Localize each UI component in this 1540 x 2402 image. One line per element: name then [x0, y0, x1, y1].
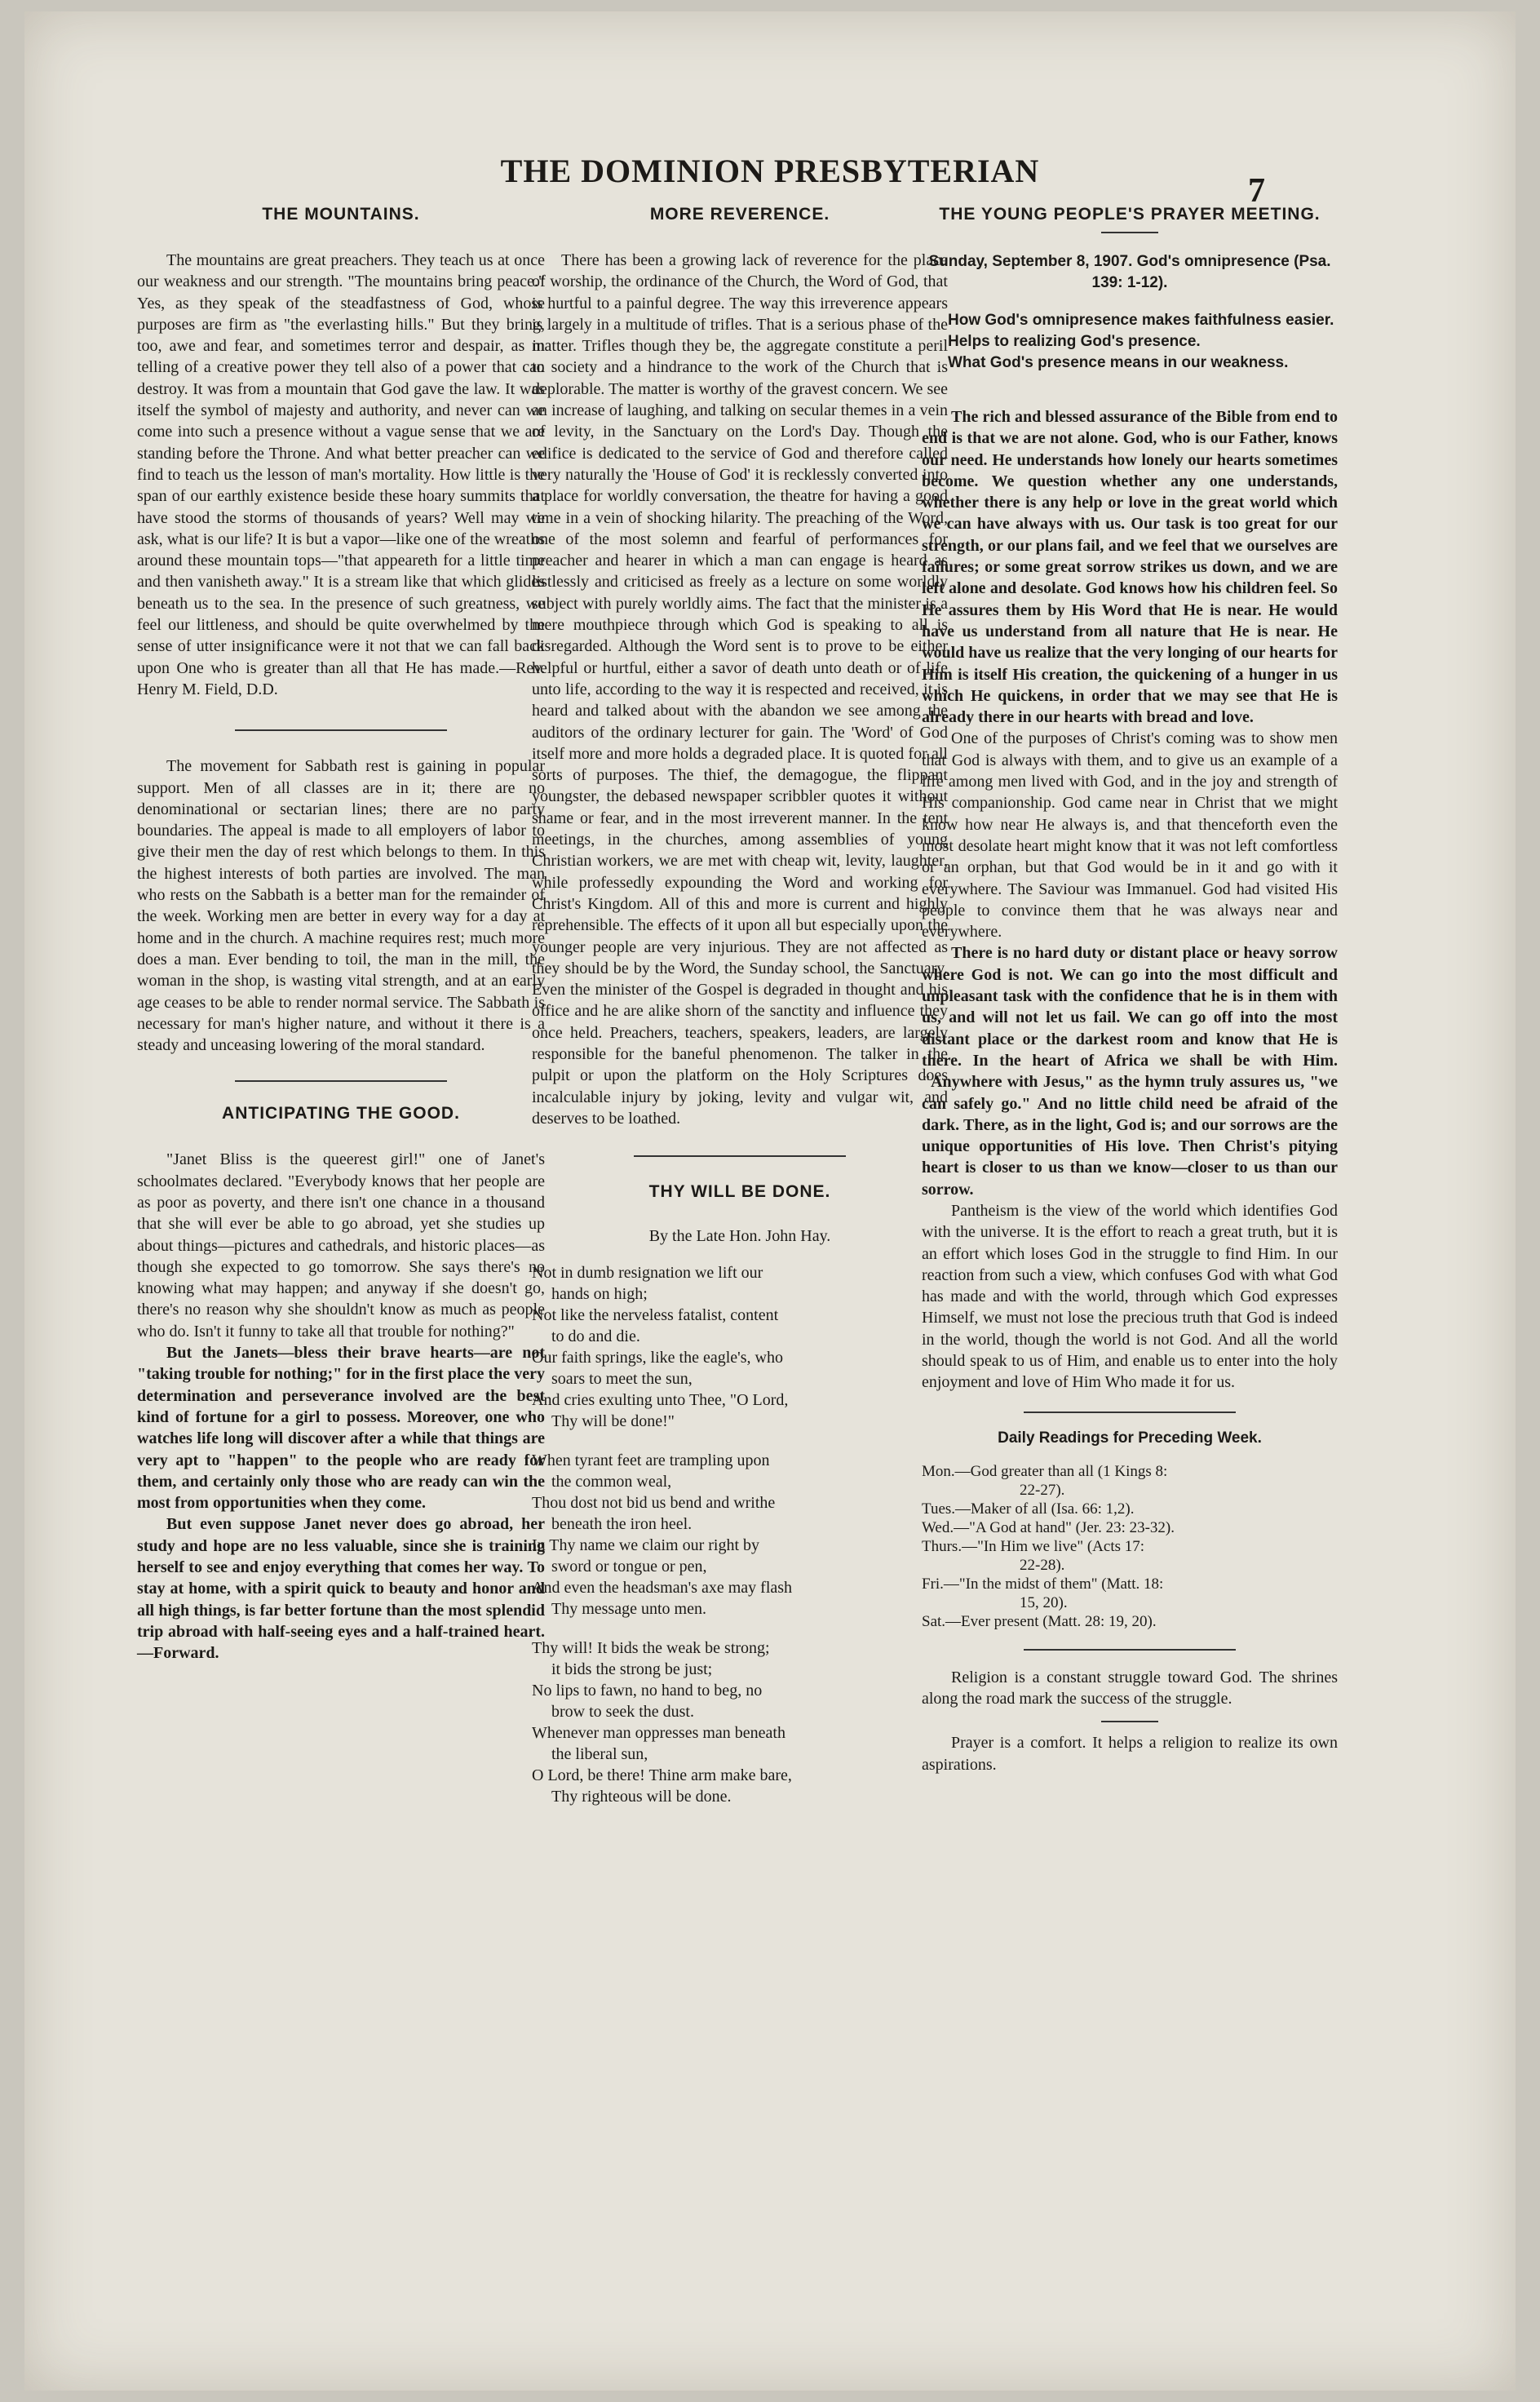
poem-line: sword or tongue or pen,: [551, 1558, 707, 1576]
poem-line: the common weal,: [551, 1473, 672, 1491]
poem-stanza: [532, 1638, 948, 1807]
poem-line: And even the headsman's axe may flash: [532, 1579, 793, 1598]
poem-line: O Lord, be there! Thine arm make bare,: [532, 1766, 792, 1785]
poem-line: Thy righteous will be done.: [551, 1788, 732, 1806]
article-body-sabbath: The movement for Sabbath rest is gaining in popular support. Men of all classes are in it; there are no denominational or sectarian lines; there are no party boundaries. The appeal is made to all employers of labor to give their men the day of rest which belongs to them. In this the highest interests of both parties are involved. The man who rests on the Sabbath is a better man for the remainder of the week. Working men are better in every way for a day at home and in the church. A machine requires rest; much more does a man. Ever bending to toil, the man in the mill, the woman in the shop, is wasting vital strength, and at an early age ceases to be able to render normal service. The Sabbath is necessary for man's higher nature, and without it there is a steady and unceasing lowering of the moral standard.: [137, 757, 545, 1055]
poem-line: No lips to fawn, no hand to beg, no: [532, 1682, 763, 1700]
article-paragraph: But the Janets—bless their brave hearts—are not "taking trouble for nothing;" for in the first place the very determination and perseverance involved are the best kind of fortune for a girl to possess. Moreover, one who watches life long will discover after a while that things are very apt to "happen" to the people who are ready for them, and certainly only those who are ready can win the most from opportunities when they come.: [137, 1344, 545, 1513]
reading-item-cont: 22-27).: [1020, 1481, 1065, 1499]
reading-item: Fri.—"In the midst of them" (Matt. 18:: [922, 1575, 1164, 1593]
article-paragraph: One of the purposes of Christ's coming was to show men that God is always with them, and to give us an example of a life among men lived with God, and in the joy and strength of His companionship. God came near in Christ that we might know how near He always is, and that thenceforth even the most desolate heart might know that it was not left comfortless or an orphan, but that God would be in it and go with it everywhere. The Saviour was Immanuel. God had visited His people to convince them that he was always near and everywhere.: [922, 729, 1338, 942]
poem-line: Thou dost not bid us bend and writhe: [532, 1494, 776, 1513]
poem-line: When tyrant feet are trampling upon: [532, 1451, 770, 1470]
note-prayer: Prayer is a comfort. It helps a religion to realize its own aspirations.: [922, 1734, 1338, 1774]
article-title-anticipating: ANTICIPATING THE GOOD.: [222, 1104, 460, 1123]
poem-line: Our faith springs, like the eagle's, who: [532, 1349, 783, 1367]
reading-item-cont: 22-28).: [1020, 1556, 1065, 1574]
poem-line: Thy will be done!": [551, 1412, 675, 1431]
article-title-mountains: THE MOUNTAINS.: [262, 205, 420, 224]
poem-line: to do and die.: [551, 1327, 640, 1346]
outline-item: Helps to realizing God's presence.: [948, 333, 1201, 350]
outline-item: What God's presence means in our weakness.: [948, 354, 1289, 371]
divider: [235, 1080, 447, 1082]
article-title-reverence: MORE REVERENCE.: [649, 205, 830, 224]
outline-item: How God's omnipresence makes faithfulness easier.: [948, 312, 1334, 329]
masthead: THE DOMINION PRESBYTERIAN: [500, 153, 1040, 189]
column-middle: [532, 204, 948, 1825]
article-paragraph: "Janet Bliss is the queerest girl!" one of Janet's schoolmates declared. "Everybody knows that her people are as poor as poverty, and there isn't one chance in a thousand that she will ever be able to go abroad, yet she studies up about things—pictures and cathedrals, and historic places—as though she expected to go tomorrow. She says there's no knowing what may happen; and anyway if she doesn't go, there's no reason why she shouldn't know as much as people who do. Isn't it funny to take all that trouble for nothing?": [137, 1150, 545, 1341]
poem-line: In Thy name we claim our right by: [532, 1536, 760, 1555]
reading-item: Tues.—Maker of all (Isa. 66: 1,2).: [922, 1500, 1135, 1518]
reading-item: Sat.—Ever present (Matt. 28: 19, 20).: [922, 1612, 1157, 1630]
article-paragraph: But even suppose Janet never does go abroad, her study and hope are no less valuable, since she is training herself to see and enjoy everything that comes her way. To stay at home, with a spirit quick to beauty and honor and all high things, is far better fortune than the most splendid trip abroad with half-seeing eyes and a half-trained heart.—Forward.: [137, 1515, 545, 1663]
poem-line: beneath the iron heel.: [551, 1515, 693, 1534]
divider: [1024, 1412, 1236, 1413]
divider: [1101, 232, 1158, 233]
poem-line: brow to seek the dust.: [551, 1703, 694, 1722]
newspaper-page: [24, 11, 1516, 2391]
poem-line: the liberal sun,: [551, 1745, 648, 1764]
poem-byline: By the Late Hon. John Hay.: [648, 1227, 831, 1246]
column-right: [922, 204, 1338, 1775]
note-religion: Religion is a constant struggle toward God. The shrines along the road mark the success of the struggle.: [922, 1668, 1338, 1708]
reading-item: Thurs.—"In Him we live" (Acts 17:: [922, 1537, 1145, 1555]
column-left: [137, 204, 545, 1664]
poem-line: it bids the strong be just;: [551, 1660, 713, 1679]
divider: [634, 1155, 846, 1157]
readings-list: [922, 1462, 1338, 1631]
poem-line: Whenever man oppresses man beneath: [532, 1724, 785, 1743]
poem-line: Not like the nerveless fatalist, content: [532, 1306, 779, 1325]
divider: [235, 729, 447, 731]
poem-line: And cries exulting unto Thee, "O Lord,: [532, 1391, 789, 1410]
meeting-outline: [922, 310, 1338, 374]
poem-title: THY WILL BE DONE.: [648, 1182, 831, 1202]
poem-line: soars to meet the sun,: [551, 1370, 693, 1389]
meeting-date-line: Sunday, September 8, 1907. God's omnipresence (Psa. 139: 1-12).: [928, 253, 1331, 291]
article-paragraph: Pantheism is the view of the world which identifies God with the universe. It is the effort to reach a great truth, but it is an effort which loses God in the struggle to find Him. In our reaction from such a view, which confuses God with what God has made and with the world, through which God expresses Himself, we must not lose the precious truth that God is indeed in the world, though the world is not God. And all the world should speak to us of Him, and enable us to enter into the holy enjoyment and love of Him Who made it for us.: [922, 1201, 1338, 1392]
poem-line: hands on high;: [551, 1285, 648, 1304]
poem-line: Thy message unto men.: [551, 1600, 706, 1619]
article-body-reverence: There has been a growing lack of reverence for the place of worship, the ordinance of the Church, the Word of God, that is hurtful to a painful degree. The way this irreverence appears is largely in a multitude of trifles. That is a serious phase of the matter. Trifles though they be, the aggregate constitute a peril to society and a hindrance to the work of the Church that is deplorable. The matter is worthy of the gravest concern. We see an increase of laughing, and talking on secular themes in a vein of levity, in the Sanctuary on the Lord's Day. Though the edifice is dedicated to the service of God and therefore called very naturally the 'House of God' it is recklessly converted into a place for worldly conversation, the theatre for having a good time in a vein of shocking hilarity. The preaching of the Word, one of the most solemn and fearful of performances for preacher and hearer in which a man can engage is heard as listlessly and criticised as freely as a lecture on some worldly subject with purely worldly aims. The fact that the minister is a mere mouthpiece through which God is speaking to all is disregarded. Although the Word sent is to prove to be either helpful or hurtful, either a savor of death unto death or of life unto life, according to the way it is respected and received, it is heard and talked about with the abandon we see among the auditors of the ordinary lecturer for gain. The 'Word' of God itself more and more holds a degraded place. It is quoted for all sorts of purposes. The thief, the demagogue, the flippant youngster, the debased newspaper scribbler quotes it without shame or fear, and in the most irreverent manner. In the tent meetings, in the churches, among assemblies of young Christian workers, we are met with cheap wit, levity, laughter, while professedly expounding the Word and working for Christ's Kingdom. All of this and more is current and highly reprehensible. The effects of it upon all but especially upon the younger people are very injurious. They are not affected as they should be by the Word, the Sunday school, the Sanctuary. Even the minister of the Gospel is degraded in thought and his office and he are alike shorn of the sanctity and influence they once held. Preachers, teachers, speakers, leaders, are largely responsible for the baneful phenomenon. The talker in the pulpit or upon the platform on the Holy Scriptures does incalculable injury by joking, levity and vulgar wit, and deserves to be loathed.: [532, 251, 948, 1128]
page-number: 7: [1248, 172, 1265, 210]
poem-stanza: [532, 1450, 948, 1620]
article-title-prayer-meeting: THE YOUNG PEOPLE'S PRAYER MEETING.: [939, 205, 1321, 224]
article-paragraph: There is no hard duty or distant place or heavy sorrow where God is not. We can go into the most difficult and unpleasant task with the confidence that he is in them with us, and will not let us fail. We can go off into the most distant place or the darkest room and know that He is there. In the heart of Africa we shall be with Him. "Anywhere with Jesus," as the hymn truly assures us, "we can safely go." And no little child need be afraid of the dark. There, as in the light, God is; and our sorrows are the unique opportunities of His love. Then Christ's pitying heart is closer to us than we know—closer to us than our sorrow.: [922, 944, 1338, 1199]
poem-stanza: [532, 1262, 948, 1432]
reading-item-cont: 15, 20).: [1020, 1593, 1068, 1611]
reading-item: Mon.—God greater than all (1 Kings 8:: [922, 1462, 1168, 1480]
article-paragraph: The rich and blessed assurance of the Bible from end to end is that we are not alone. God, who is our Father, knows our need. He understands how lonely our hearts sometimes become. We question whether any one understands, whether there is any help or love in the great world which we can have always with us. Our task is too great for our strength, or our plans fail, and we feel that we ourselves are failures; or some great sorrow strikes us down, and we are left alone and desolate. God knows how his children feel. So He assures them by His Word that He is near. He would have us understand from all nature that He is near. He would have us realize that the very longing of our hearts for Him is itself His creation, the quickening of a hunger in us which He quickens, in order that we may see that He is already there in our hearts with bread and love.: [922, 408, 1338, 727]
divider: [1024, 1649, 1236, 1651]
poem-line: Not in dumb resignation we lift our: [532, 1264, 763, 1283]
reading-item: Wed.—"A God at hand" (Jer. 23: 23-32).: [922, 1518, 1175, 1536]
article-body-mountains: The mountains are great preachers. They teach us at once our weakness and our strength. "The mountains bring peace." Yes, as they speak of the steadfastness of God, whose purposes are firm as "the everlasting hills." But they bring, too, awe and fear, and sometimes terror and despair, as in telling of a creative power they tell also of a power that can destroy. It was from a mountain that God gave the law. It was itself the symbol of majesty and authority, and never can we come into such a presence without a vague sense that we are standing before the Throne. And what better preacher can we find to teach us the lesson of man's mortality. How little is the span of our earthly existence beside these hoary summits that have stood the storms of thousands of years? Well may we ask, what is our life? It is but a vapor—like one of the wreaths around these mountain tops—"that appeareth for a little time and then vanisheth away." It is a stream like that which glides beneath us to the sea. In the presence of such greatness, we feel our littleness, and should be quite overwhelmed by the sense of utter insignificance were it not that we can fall back upon One who is greater than all that He has made.—Rev. Henry M. Field, D.D.: [137, 251, 545, 698]
divider: [1101, 1721, 1158, 1722]
poem-line: Thy will! It bids the weak be strong;: [532, 1639, 770, 1658]
readings-title: Daily Readings for Preceding Week.: [998, 1429, 1262, 1447]
